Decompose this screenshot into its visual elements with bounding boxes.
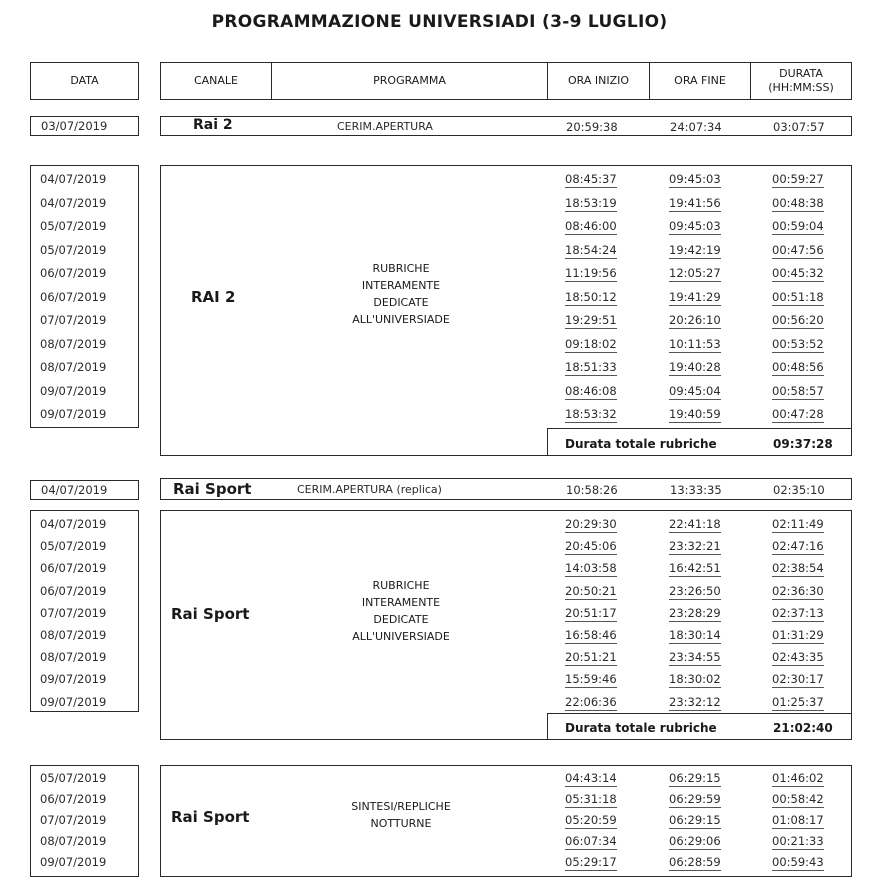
start-time-cell: 20:51:21 xyxy=(565,650,617,665)
duration-cell: 00:58:42 xyxy=(772,792,824,806)
opening-rai2-date-box xyxy=(30,116,139,136)
raisport-program-line-3: DEDICATE xyxy=(373,613,429,626)
start-time-cell: 09:18:02 xyxy=(565,336,617,351)
duration-cell: 01:46:02 xyxy=(772,771,824,785)
duration-cell: 00:21:33 xyxy=(772,834,824,848)
end-time-cell: 06:29:15 xyxy=(669,813,721,827)
rai2-rubriche-channel: RAI 2 xyxy=(191,288,236,306)
end-time-cell: 22:41:18 xyxy=(669,517,721,531)
raisport-total-value: 21:02:40 xyxy=(773,721,833,735)
duration-cell: 00:48:38 xyxy=(772,195,824,210)
duration-cell: 01:25:37 xyxy=(772,694,824,709)
start-time-cell: 20:50:21 xyxy=(565,583,617,598)
duration-cell: 01:31:29 xyxy=(772,628,824,642)
start-time-cell: 05:31:18 xyxy=(565,792,617,806)
opening-rai2-duration: 03:07:57 xyxy=(773,120,825,134)
header-canale: CANALE xyxy=(193,74,239,87)
header-data: DATA xyxy=(70,74,99,87)
start-time-cell: 11:19:56 xyxy=(565,266,617,280)
end-time-cell: 12:05:27 xyxy=(669,266,721,280)
opening-raisport-channel: Rai Sport xyxy=(173,480,252,498)
end-time-cell: 09:45:03 xyxy=(669,219,721,233)
duration-cell: 01:08:17 xyxy=(772,813,824,827)
raisport-rubriche-channel: Rai Sport xyxy=(171,605,250,623)
raisport-sintesi-channel: Rai Sport xyxy=(171,808,250,826)
end-time-cell: 06:29:15 xyxy=(669,771,721,785)
date-cell: 08/07/2019 xyxy=(40,360,107,374)
end-time-cell: 19:40:59 xyxy=(669,407,721,421)
date-cell: 06/07/2019 xyxy=(40,266,107,280)
end-time-cell: 19:42:19 xyxy=(669,242,721,257)
page-title: PROGRAMMAZIONE UNIVERSIADI (3-9 LUGLIO) xyxy=(211,12,668,32)
date-cell: 04/07/2019 xyxy=(40,195,107,210)
rai2-rubriche-program xyxy=(331,260,471,328)
raisport-rubriche-box xyxy=(160,510,852,740)
end-time-cell: 06:29:06 xyxy=(669,834,721,848)
start-time-cell: 18:53:19 xyxy=(565,195,617,210)
duration-cell: 00:45:32 xyxy=(772,266,824,280)
end-time-cell: 19:41:29 xyxy=(669,289,721,304)
start-time-cell: 04:43:14 xyxy=(565,771,617,785)
opening-rai2-start: 20:59:38 xyxy=(566,120,618,134)
start-time-cell: 18:53:32 xyxy=(565,407,617,421)
date-cell: 05/07/2019 xyxy=(40,242,107,257)
rai2-total-label: Durata totale rubriche xyxy=(565,437,717,451)
header-main-box xyxy=(160,62,852,100)
date-cell: 07/07/2019 xyxy=(40,313,107,327)
duration-cell: 02:30:17 xyxy=(772,672,824,687)
header-durata-line1: DURATA xyxy=(779,67,823,80)
duration-cell: 02:47:16 xyxy=(772,539,824,554)
end-time-cell: 18:30:02 xyxy=(669,672,721,687)
date-cell: 06/07/2019 xyxy=(40,792,107,806)
end-time-cell: 09:45:03 xyxy=(669,172,721,186)
raisport-total-label: Durata totale rubriche xyxy=(565,721,717,735)
duration-cell: 02:36:30 xyxy=(772,583,824,598)
start-time-cell: 08:46:08 xyxy=(565,383,617,398)
header-ora-fine: ORA FINE xyxy=(674,74,726,87)
raisport-program-line-4: ALL'UNIVERSIADE xyxy=(352,630,450,643)
opening-rai2-channel: Rai 2 xyxy=(193,117,233,133)
opening-raisport-box xyxy=(160,478,852,500)
start-time-cell: 20:45:06 xyxy=(565,539,617,554)
duration-cell: 00:59:04 xyxy=(772,219,824,233)
opening-rai2-program: CERIM.APERTURA xyxy=(337,120,433,133)
duration-cell: 00:56:20 xyxy=(772,313,824,327)
opening-raisport-date: 04/07/2019 xyxy=(41,483,108,497)
date-cell: 07/07/2019 xyxy=(40,813,107,827)
duration-cell: 00:59:27 xyxy=(772,172,824,186)
sintesi-program-line-1: SINTESI/REPLICHE xyxy=(351,800,451,813)
opening-rai2-end: 24:07:34 xyxy=(670,120,722,134)
opening-rai2-box xyxy=(160,116,852,136)
date-cell: 08/07/2019 xyxy=(40,650,107,665)
header-data-box xyxy=(30,62,139,100)
start-time-cell: 18:50:12 xyxy=(565,289,617,304)
opening-raisport-program: CERIM.APERTURA (replica) xyxy=(297,483,442,496)
header-durata-line2: (HH:MM:SS) xyxy=(768,81,834,94)
end-time-cell: 23:32:12 xyxy=(669,694,721,709)
end-time-cell: 23:34:55 xyxy=(669,650,721,665)
date-cell: 09/07/2019 xyxy=(40,855,107,869)
date-cell: 06/07/2019 xyxy=(40,561,107,576)
duration-cell: 02:11:49 xyxy=(772,517,824,531)
date-cell: 05/07/2019 xyxy=(40,539,107,554)
opening-raisport-duration: 02:35:10 xyxy=(773,483,825,497)
end-time-cell: 19:40:28 xyxy=(669,360,721,374)
date-cell: 05/07/2019 xyxy=(40,771,107,785)
start-time-cell: 20:29:30 xyxy=(565,517,617,531)
duration-cell: 02:37:13 xyxy=(772,605,824,620)
end-time-cell: 20:26:10 xyxy=(669,313,721,327)
raisport-rubriche-program xyxy=(331,577,471,645)
rai2-program-line-4: ALL'UNIVERSIADE xyxy=(352,313,450,326)
raisport-sintesi-box xyxy=(160,765,852,877)
duration-cell: 00:48:56 xyxy=(772,360,824,374)
rai2-rubriche-box xyxy=(160,165,852,456)
start-time-cell: 06:07:34 xyxy=(565,834,617,848)
start-time-cell: 18:51:33 xyxy=(565,360,617,374)
header-durata xyxy=(751,63,851,99)
end-time-cell: 06:29:59 xyxy=(669,792,721,806)
date-cell: 06/07/2019 xyxy=(40,583,107,598)
end-time-cell: 23:32:21 xyxy=(669,539,721,554)
rai2-program-line-3: DEDICATE xyxy=(373,296,429,309)
date-cell: 08/07/2019 xyxy=(40,628,107,642)
date-cell: 09/07/2019 xyxy=(40,383,107,398)
start-time-cell: 22:06:36 xyxy=(565,694,617,709)
sintesi-program-line-2: NOTTURNE xyxy=(370,817,432,830)
start-time-cell: 18:54:24 xyxy=(565,242,617,257)
date-cell: 04/07/2019 xyxy=(40,517,107,531)
duration-cell: 00:59:43 xyxy=(772,855,824,869)
start-time-cell: 05:20:59 xyxy=(565,813,617,827)
date-cell: 08/07/2019 xyxy=(40,336,107,351)
duration-cell: 02:38:54 xyxy=(772,561,824,576)
date-cell: 07/07/2019 xyxy=(40,605,107,620)
header-programma: PROGRAMMA xyxy=(373,74,446,87)
date-cell: 09/07/2019 xyxy=(40,672,107,687)
duration-cell: 00:53:52 xyxy=(772,336,824,351)
start-time-cell: 20:51:17 xyxy=(565,605,617,620)
end-time-cell: 10:11:53 xyxy=(669,336,721,351)
opening-raisport-end: 13:33:35 xyxy=(670,483,722,497)
raisport-program-line-2: INTERAMENTE xyxy=(361,596,441,609)
rai2-program-line-1: RUBRICHE xyxy=(372,262,430,275)
end-time-cell: 19:41:56 xyxy=(669,195,721,210)
date-cell: 08/07/2019 xyxy=(40,834,107,848)
start-time-cell: 19:29:51 xyxy=(565,313,617,327)
end-time-cell: 06:28:59 xyxy=(669,855,721,869)
opening-rai2-date: 03/07/2019 xyxy=(41,119,108,133)
opening-raisport-date-box xyxy=(30,480,139,500)
duration-cell: 00:47:56 xyxy=(772,242,824,257)
end-time-cell: 23:28:29 xyxy=(669,605,721,620)
raisport-program-line-1: RUBRICHE xyxy=(372,579,430,592)
start-time-cell: 08:46:00 xyxy=(565,219,617,233)
start-time-cell: 15:59:46 xyxy=(565,672,617,687)
rai2-total-value: 09:37:28 xyxy=(773,437,833,451)
start-time-cell: 05:29:17 xyxy=(565,855,617,869)
end-time-cell: 09:45:04 xyxy=(669,383,721,398)
start-time-cell: 08:45:37 xyxy=(565,172,617,186)
date-cell: 04/07/2019 xyxy=(40,172,107,186)
start-time-cell: 14:03:58 xyxy=(565,561,617,576)
date-cell: 06/07/2019 xyxy=(40,289,107,304)
date-cell: 09/07/2019 xyxy=(40,407,107,421)
start-time-cell: 16:58:46 xyxy=(565,628,617,642)
duration-cell: 00:58:57 xyxy=(772,383,824,398)
end-time-cell: 18:30:14 xyxy=(669,628,721,642)
duration-cell: 00:51:18 xyxy=(772,289,824,304)
duration-cell: 02:43:35 xyxy=(772,650,824,665)
opening-raisport-start: 10:58:26 xyxy=(566,483,618,497)
date-cell: 09/07/2019 xyxy=(40,694,107,709)
end-time-cell: 16:42:51 xyxy=(669,561,721,576)
date-cell: 05/07/2019 xyxy=(40,219,107,233)
header-ora-inizio: ORA INIZIO xyxy=(567,74,630,87)
rai2-program-line-2: INTERAMENTE xyxy=(361,279,441,292)
raisport-sintesi-program xyxy=(321,798,481,832)
end-time-cell: 23:26:50 xyxy=(669,583,721,598)
duration-cell: 00:47:28 xyxy=(772,407,824,421)
